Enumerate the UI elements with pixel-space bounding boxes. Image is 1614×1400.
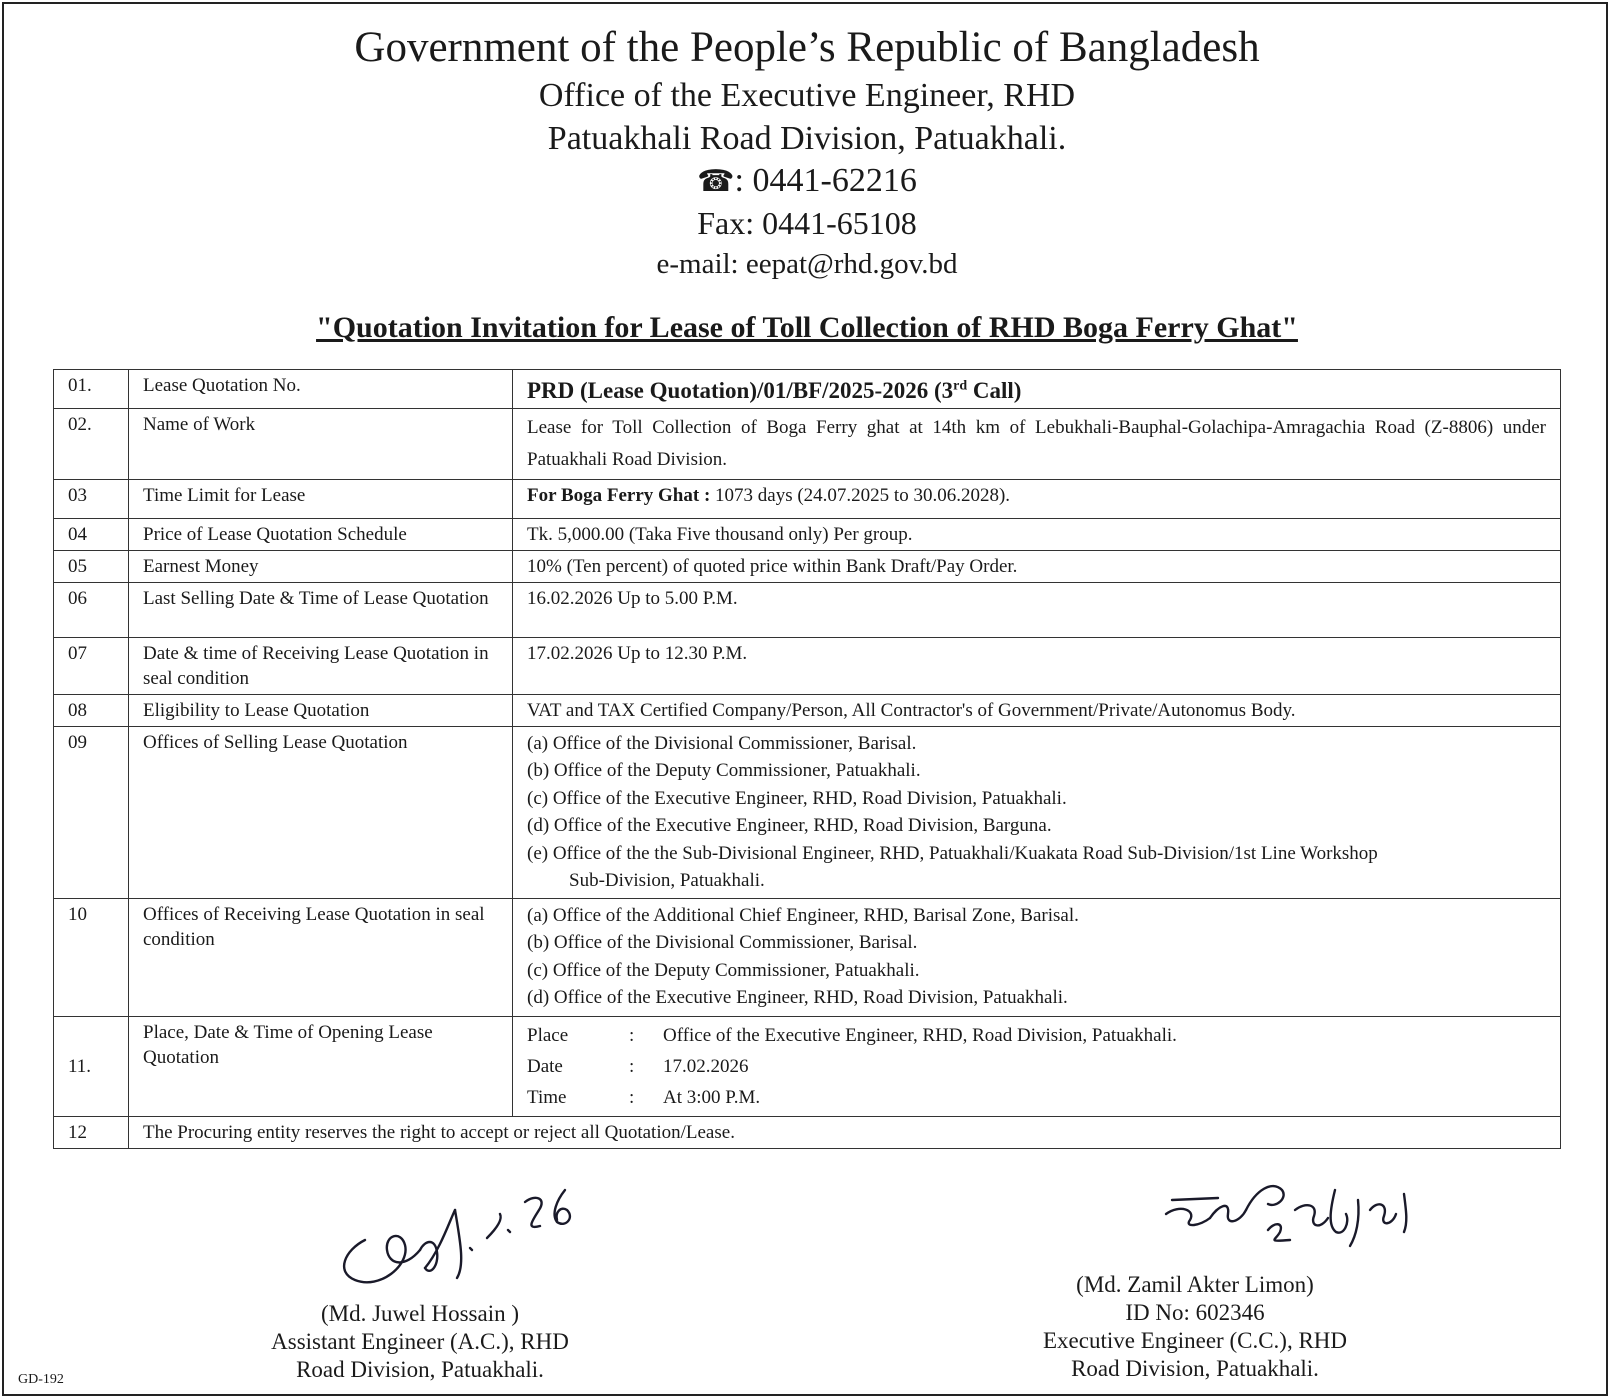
signature-left-image <box>325 1180 585 1300</box>
table-row <box>54 479 1561 518</box>
row-number: 10 <box>54 898 129 1016</box>
signatory-right <box>970 1271 1420 1383</box>
row-label: Last Selling Date & Time of Lease Quotation <box>129 582 513 637</box>
email-line: e-mail: eepat@rhd.gov.bd <box>656 248 958 280</box>
table-row <box>54 1116 1561 1148</box>
row-value: 10% (Ten percent) of quoted price within Bank Draft/Pay Order. <box>513 550 1561 582</box>
row-label: Offices of Selling Lease Quotation <box>129 726 513 898</box>
list-item: (c) Office of the Deputy Commissioner, Patuakhali. <box>527 959 920 981</box>
row-label: Date & time of Receiving Lease Quotation in seal condition <box>129 637 513 694</box>
table-row <box>54 898 1561 1016</box>
phone-line <box>0 160 1614 203</box>
row-label: Eligibility to Lease Quotation <box>129 694 513 726</box>
row-number: 02. <box>54 408 129 479</box>
phone-number: : 0441-62216 <box>734 162 917 199</box>
document-title: "Quotation Invitation for Lease of Toll Collection of RHD Boga Ferry Ghat" <box>316 311 1298 344</box>
list-item: (e) Office of the the Sub-Divisional Engineer, RHD, Patuakhali/Kuakata Road Sub-Division/1st Line Workshop <box>527 842 1378 864</box>
row-label: The Procuring entity reserves the right to accept or reject all Quotation/Lease. <box>129 1116 1561 1148</box>
row-value: For Boga Ferry Ghat : 1073 days (24.07.2025 to 30.06.2028). <box>513 479 1561 518</box>
row-number: 07 <box>54 637 129 694</box>
row-value <box>513 1016 1561 1116</box>
list-item: (d) Office of the Executive Engineer, RHD, Road Division, Barguna. <box>527 815 1052 837</box>
table-row <box>54 518 1561 550</box>
row-number: 06 <box>54 582 129 637</box>
division-name: Patuakhali Road Division, Patuakhali. <box>547 120 1067 157</box>
row-value <box>513 370 1561 409</box>
row-value <box>513 898 1561 1016</box>
table-row <box>54 694 1561 726</box>
fax-line: Fax: 0441-65108 <box>697 205 917 241</box>
signatory-office: Road Division, Patuakhali. <box>1071 1356 1319 1381</box>
row-label: Earnest Money <box>129 550 513 582</box>
signature-right-image <box>1160 1170 1420 1260</box>
row-label: Offices of Receiving Lease Quotation in seal condition <box>129 898 513 1016</box>
table-row <box>54 550 1561 582</box>
signatory-designation: Executive Engineer (C.C.), RHD <box>1042 1328 1348 1353</box>
row-label: Name of Work <box>129 408 513 479</box>
list-item: (a) Office of the Additional Chief Engineer, RHD, Barisal Zone, Barisal. <box>527 904 1079 926</box>
opening-place: Place : Office of the Executive Engineer, RHD, Road Division, Patuakhali. <box>527 1024 1177 1046</box>
opening-date: Date : 17.02.2026 <box>527 1055 749 1077</box>
quotation-details-table <box>53 369 1561 1149</box>
row-value: Lease for Toll Collection of Boga Ferry ghat at 14th km of Lebukhali-Bauphal-Golachipa-Amragachia Road (Z-8806) under Patuakhali Road Division. <box>513 408 1561 479</box>
row-value: Tk. 5,000.00 (Taka Five thousand only) Per group. <box>513 518 1561 550</box>
signatory-name: (Md. Juwel Hossain ) <box>320 1301 520 1326</box>
row-label: Lease Quotation No. <box>129 370 513 409</box>
document-code: GD-192 <box>18 1372 64 1387</box>
row-number: 01. <box>54 370 129 409</box>
quotation-number: PRD (Lease Quotation)/01/BF/2025-2026 (3rd Call) <box>527 377 1022 403</box>
list-item: (d) Office of the Executive Engineer, RHD, Road Division, Patuakhali. <box>527 987 1068 1009</box>
row-number: 12 <box>54 1116 129 1148</box>
row-label: Time Limit for Lease <box>129 479 513 518</box>
list-item: (a) Office of the Divisional Commissioner, Barisal. <box>527 732 917 754</box>
row-value: VAT and TAX Certified Company/Person, All Contractor's of Government/Private/Autonomus Body. <box>513 694 1561 726</box>
list-item: (c) Office of the Executive Engineer, RHD, Road Division, Patuakhali. <box>527 787 1067 809</box>
row-number: 08 <box>54 694 129 726</box>
table-row <box>54 370 1561 409</box>
letterhead <box>0 22 1614 284</box>
office-name: Office of the Executive Engineer, RHD <box>538 77 1076 114</box>
table-row <box>54 726 1561 898</box>
table-row <box>54 637 1561 694</box>
row-value <box>513 726 1561 898</box>
signatory-designation: Assistant Engineer (A.C.), RHD <box>271 1329 569 1354</box>
row-label: Place, Date & Time of Opening Lease Quotation <box>129 1016 513 1116</box>
row-label: Price of Lease Quotation Schedule <box>129 518 513 550</box>
telephone-icon: ☎ <box>697 165 735 198</box>
signatory-name: (Md. Zamil Akter Limon) <box>1076 1272 1314 1297</box>
row-number: 11. <box>54 1016 129 1116</box>
government-title: Government of the People’s Republic of Bangladesh <box>354 24 1260 71</box>
list-item: (b) Office of the Divisional Commissioner, Barisal. <box>527 932 918 954</box>
table-row <box>54 1016 1561 1116</box>
row-value: 16.02.2026 Up to 5.00 P.M. <box>513 582 1561 637</box>
row-number: 09 <box>54 726 129 898</box>
signatory-id: ID No: 602346 <box>1125 1300 1265 1325</box>
table-row <box>54 408 1561 479</box>
table-row <box>54 582 1561 637</box>
row-number: 03 <box>54 479 129 518</box>
list-item: (b) Office of the Deputy Commissioner, Patuakhali. <box>527 760 921 782</box>
list-item-continuation: Sub-Division, Patuakhali. <box>569 870 765 892</box>
signatory-office: Road Division, Patuakhali. <box>296 1357 544 1382</box>
signatory-left <box>200 1300 640 1384</box>
row-value: 17.02.2026 Up to 12.30 P.M. <box>513 637 1561 694</box>
opening-time: Time : At 3:00 P.M. <box>527 1086 761 1108</box>
row-number: 05 <box>54 550 129 582</box>
row-number: 04 <box>54 518 129 550</box>
